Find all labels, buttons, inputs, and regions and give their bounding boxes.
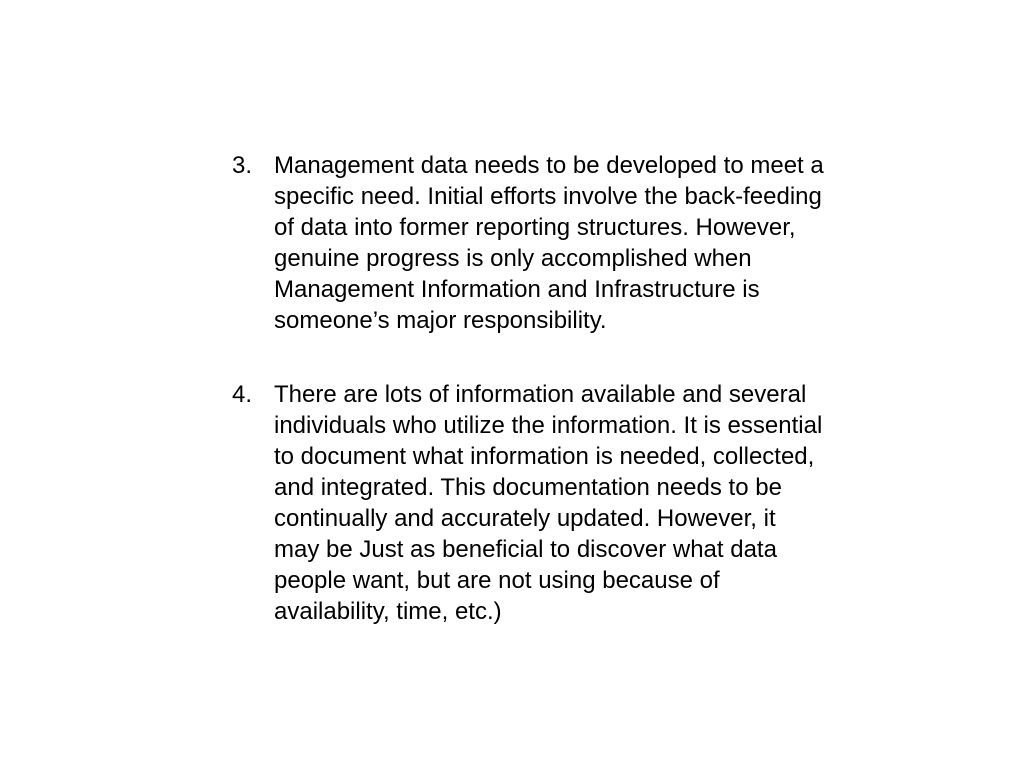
- text-line: genuine progress is only accomplished when: [274, 245, 752, 272]
- text-line: someone’s major responsibility.: [274, 307, 607, 334]
- text-line: people want, but are not using because of: [274, 567, 720, 594]
- text-line: Management Information and Infrastructure is: [274, 276, 760, 303]
- list-item-number: 4.: [232, 381, 253, 408]
- text-line: to document what information is needed, collected,: [274, 443, 815, 470]
- list-item-text: [274, 150, 942, 336]
- text-line: continually and accurately updated. However, it: [274, 505, 776, 532]
- text-line: and integrated. This documentation needs to be: [274, 474, 782, 501]
- text-line: individuals who utilize the information. It is essential: [274, 412, 823, 439]
- text-line: specific need. Initial efforts involve the back-feeding: [274, 183, 822, 210]
- list-item-number: 3.: [232, 152, 253, 179]
- list-item-text: [274, 379, 942, 627]
- text-line: may be Just as beneficial to discover what data: [274, 536, 777, 563]
- text-line: There are lots of information available and several: [274, 381, 807, 408]
- text-line: Management data needs to be developed to meet a: [274, 152, 824, 179]
- list-item-4: [232, 379, 942, 627]
- text-line: availability, time, etc.): [274, 598, 502, 625]
- list-item-3: [232, 150, 942, 336]
- text-line: of data into former reporting structures. However,: [274, 214, 796, 241]
